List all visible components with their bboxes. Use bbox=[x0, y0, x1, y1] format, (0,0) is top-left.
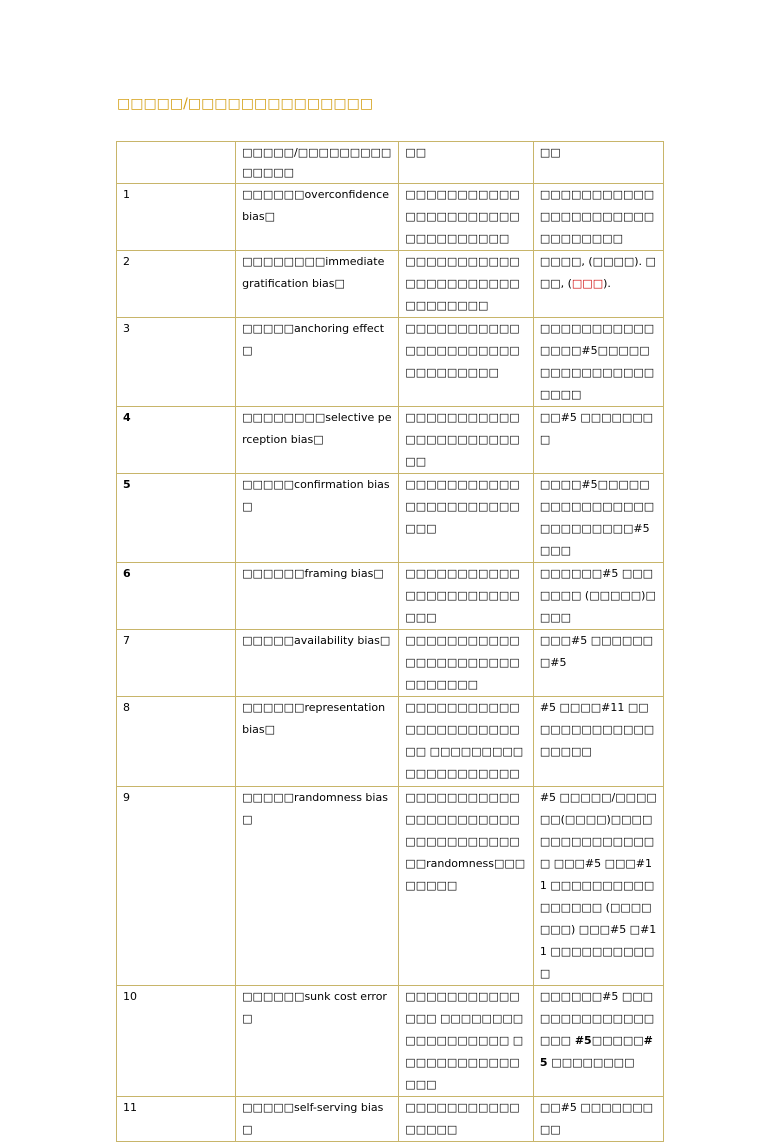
table-row bbox=[117, 251, 664, 318]
bias-name: □□□□□anchoring effect□ bbox=[236, 318, 399, 407]
bias-name: □□□□□□□□immediate gratification bias□ bbox=[236, 251, 399, 318]
table-row bbox=[117, 563, 664, 630]
table-row bbox=[117, 318, 664, 407]
bias-description: □□□□□□□□□□□□□□ □□□□□□□□□□□□□□□□□□ □□□□□□□□□□□□□□□ bbox=[399, 986, 534, 1097]
bias-description: □□□□□□□□□□□□□□□□□□□□□□□□□□□□□ bbox=[399, 630, 534, 697]
bias-name: □□□□□□overconfidence bias□ bbox=[236, 184, 399, 251]
table-header-row bbox=[117, 142, 664, 184]
row-number: 5 bbox=[117, 474, 236, 563]
table-row bbox=[117, 184, 664, 251]
table-row bbox=[117, 787, 664, 986]
bias-example: □□□□□□□□□□□□□□□□□□□□□□□□□□□□□□ bbox=[533, 184, 663, 251]
row-number: 10 bbox=[117, 986, 236, 1097]
example-text: □□□□, (□□□□). □□□, ( bbox=[539, 255, 656, 290]
bias-description: □□□□□□□□□□□□□□□□□□□□□□□□ □□□□□□□□□□□□□□□□□□□□ bbox=[399, 697, 534, 787]
row-number: 9 bbox=[117, 787, 236, 986]
bias-description: □□□□□□□□□□□□□□□□□□□□□□□□ bbox=[399, 407, 534, 474]
table-row bbox=[117, 630, 664, 697]
bias-name: □□□□□□representation bias□ bbox=[236, 697, 399, 787]
bias-description: □□□□□□□□□□□□□□□□□□□□□□□□□□□□□□ bbox=[399, 251, 534, 318]
bias-example bbox=[533, 251, 663, 318]
bias-example bbox=[533, 986, 663, 1097]
bias-name: □□□□□randomness bias□ bbox=[236, 787, 399, 986]
table-row bbox=[117, 407, 664, 474]
bias-name: □□□□□self-serving bias□ bbox=[236, 1097, 399, 1142]
bias-description: □□□□□□□□□□□□□□□□□□□□□□□□□□□□□□□ bbox=[399, 318, 534, 407]
bias-example: □□□□□□□□□□□□□□□#5□□□□□□□□□□□□□□□□□□□□ bbox=[533, 318, 663, 407]
header-cell-example: □□ bbox=[533, 142, 663, 184]
table-row bbox=[117, 986, 664, 1097]
example-text: □□□□□□#5 □□□□□ bbox=[539, 990, 654, 1025]
table-row bbox=[117, 1097, 664, 1142]
example-text-end: ). bbox=[603, 277, 611, 290]
row-number: 11 bbox=[117, 1097, 236, 1142]
bias-table bbox=[116, 141, 664, 1142]
bias-name: □□□□□□framing bias□ bbox=[236, 563, 399, 630]
bias-example: #5 □□□□□/□□□□□□(□□□□)□□□□□□□□□□□□□□□□ □□□#5 □□□#11 □□□□□□□□□□□□□□□□ (□□□□□□□) □□□#5 □#11 □□□□□□□□□□□ bbox=[533, 787, 663, 986]
bias-description: □□□□□□□□□□□□□□□□□□□□□□□□□ bbox=[399, 563, 534, 630]
bias-example: □□#5 □□□□□□□□□ bbox=[533, 1097, 663, 1142]
row-number: 6 bbox=[117, 563, 236, 630]
row-number: 1 bbox=[117, 184, 236, 251]
bias-name: □□□□□□□□selective perception bias□ bbox=[236, 407, 399, 474]
bias-example: □□□□□□#5 □□□□□□□ (□□□□□)□□□□ bbox=[533, 563, 663, 630]
bias-description: □□□□□□□□□□□□□□□□□□□□□□□□□□□□□□□□□□□randomness□□□□□□□□ bbox=[399, 787, 534, 986]
bias-description: □□□□□□□□□□□□□□□□ bbox=[399, 1097, 534, 1142]
bias-example: □□□□#5□□□□□□□□□□□□□□□□□□□□□□□□□#5 □□□ bbox=[533, 474, 663, 563]
bias-example: #5 □□□□#11 □□□□□□□□□□□□□□□□□□ bbox=[533, 697, 663, 787]
bias-name: □□□□□□sunk cost error□ bbox=[236, 986, 399, 1097]
table-row bbox=[117, 697, 664, 787]
example-red-text: □□□ bbox=[571, 277, 604, 290]
header-cell-num bbox=[117, 142, 236, 184]
row-number: 4 bbox=[117, 407, 236, 474]
header-cell-description: □□ bbox=[399, 142, 534, 184]
header-cell-name: □□□□□/□□□□□□□□□□□□□□ bbox=[236, 142, 399, 184]
document-title: □□□□□/□□□□□□□□□□□□□□ bbox=[117, 96, 374, 112]
row-number: 2 bbox=[117, 251, 236, 318]
table-row bbox=[117, 474, 664, 563]
example-bold-text: □□□□□□□□□□□□ #5□□□□□#5 □□□□□□□□ bbox=[539, 1012, 655, 1069]
bias-example: □□#5 □□□□□□□□ bbox=[533, 407, 663, 474]
row-number: 3 bbox=[117, 318, 236, 407]
row-number: 8 bbox=[117, 697, 236, 787]
bias-example: □□□#5 □□□□□□□#5 bbox=[533, 630, 663, 697]
bias-description: □□□□□□□□□□□□□□□□□□□□□□□□□ bbox=[399, 474, 534, 563]
bias-name: □□□□□confirmation bias□ bbox=[236, 474, 399, 563]
bias-description: □□□□□□□□□□□□□□□□□□□□□□□□□□□□□□□□ bbox=[399, 184, 534, 251]
bias-name: □□□□□availability bias□ bbox=[236, 630, 399, 697]
row-number: 7 bbox=[117, 630, 236, 697]
